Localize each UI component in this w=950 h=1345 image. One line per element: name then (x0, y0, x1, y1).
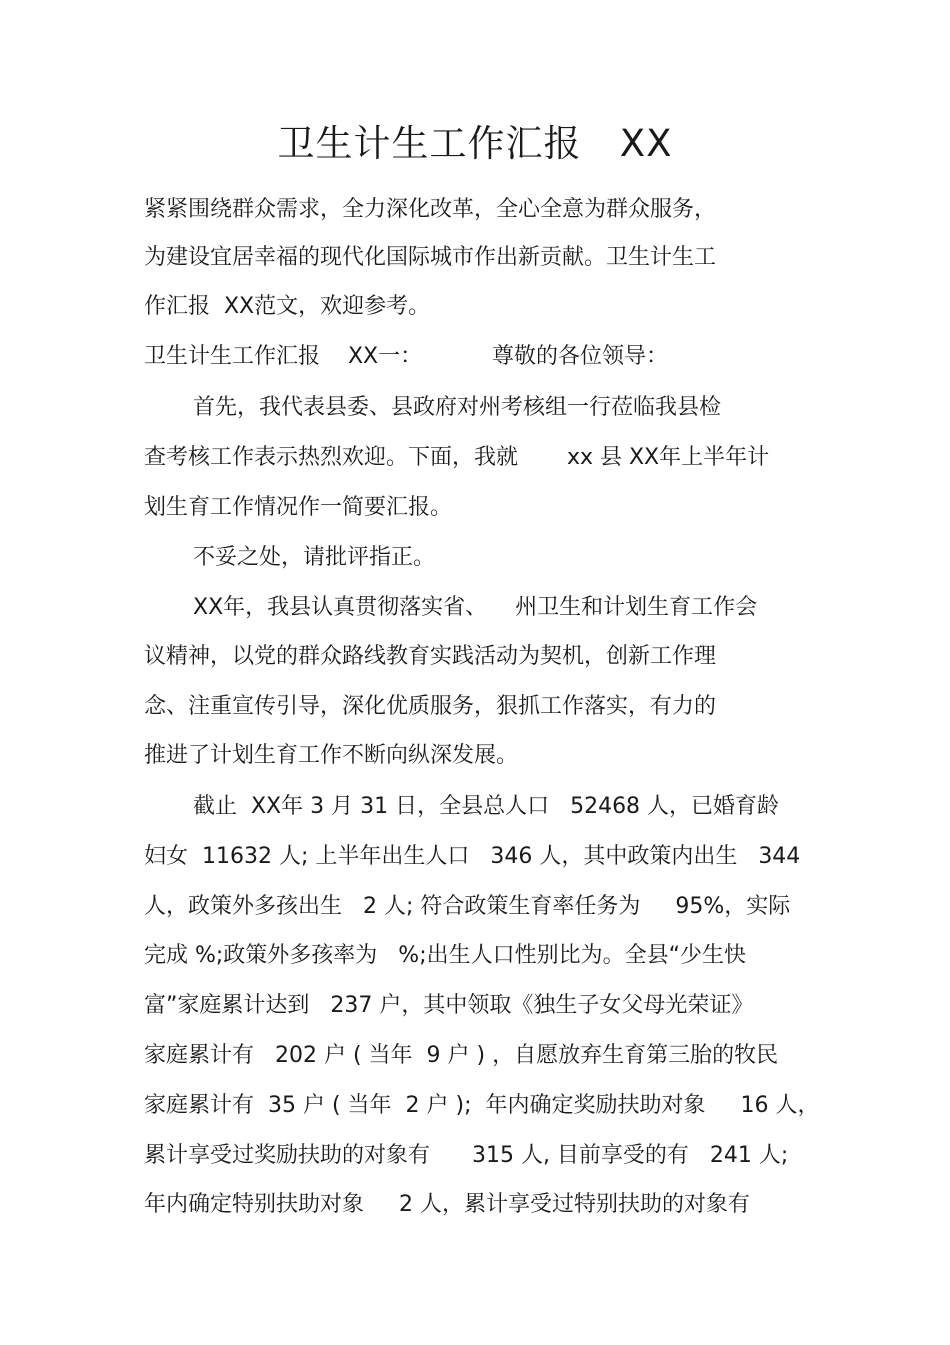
paragraph-line: 累计享受过奖励扶助的对象有 315 人, 目前享受的有 241 人; (144, 1143, 789, 1168)
paragraph-line: 富”家庭累计达到 237 户，其中领取《独生子女父母光荣证》 (144, 993, 754, 1018)
paragraph-line: 首先，我代表县委、县政府对州考核组一行莅临我县检 (193, 395, 722, 420)
paragraph-line: 年内确定特别扶助对象 2 人，累计享受过特别扶助的对象有 (144, 1192, 750, 1217)
paragraph-line: 查考核工作表示热烈欢迎。下面，我就 xx 县 XX年上半年计 (144, 445, 770, 470)
paragraph-line: 推进了计划生育工作不断向纵深发展。 (144, 743, 519, 768)
paragraph-line: XX年，我县认真贯彻落实省、 州卫生和计划生育工作会 (193, 595, 758, 620)
paragraph-line: 不妥之处，请批评指正。 (193, 545, 436, 570)
paragraph-line: 截止 XX年 3 月 31 日，全县总人口 52468 人，已婚育龄 (193, 794, 780, 819)
paragraph-line: 家庭累计有 35 户 ( 当年 2 户 ); 年内确定奖励扶助对象 16 人， (144, 1093, 820, 1118)
paragraph-line: 紧紧围绕群众需求，全力深化改革，全心全意为群众服务， (144, 197, 717, 222)
paragraph-line: 划生育工作情况作一简要汇报。 (144, 495, 453, 520)
paragraph-line: 议精神，以党的群众路线教育实践活动为契机，创新工作理 (144, 644, 717, 669)
paragraph-line: 完成 %;政策外多孩率为 %;出生人口性别比为。全县“少生快 (144, 943, 747, 968)
paragraph-line: 人，政策外多孩出生 2 人; 符合政策生育率任务为 95%，实际 (144, 894, 791, 919)
paragraph-line: 作汇报 XX范文，欢迎参考。 (144, 294, 431, 319)
document-title: 卫生计生工作汇报 XX (277, 122, 673, 165)
paragraph-line: 妇女 11632 人; 上半年出生人口 346 人，其中政策内出生 344 (144, 844, 801, 869)
paragraph-line: 为建设宜居幸福的现代化国际城市作出新贡献。卫生计生工 (144, 245, 717, 270)
paragraph-line: 家庭累计有 202 户 ( 当年 9 户 ) ，自愿放弃生育第三胎的牧民 (144, 1043, 779, 1068)
paragraph-line: 念、注重宣传引导，深化优质服务，狠抓工作落实，有力的 (144, 694, 717, 719)
paragraph-line: 卫生计生工作汇报 XX一： 尊敬的各位领导： (144, 344, 669, 369)
